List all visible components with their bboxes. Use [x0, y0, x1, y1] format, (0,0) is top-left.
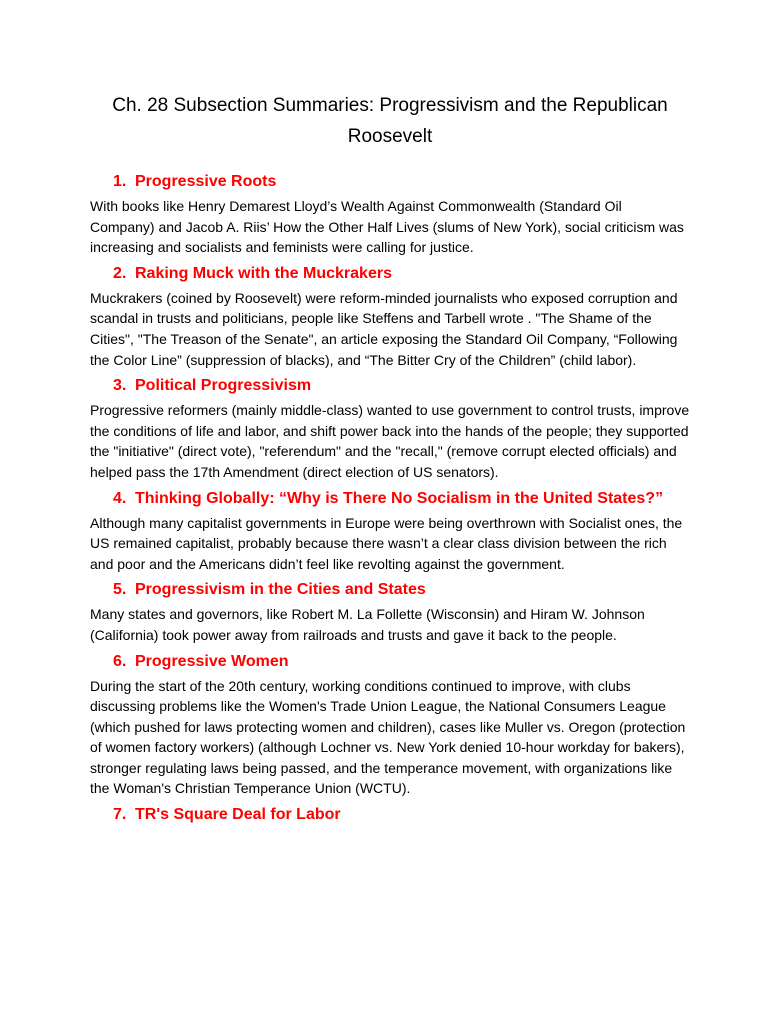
- section-heading: [113, 650, 690, 673]
- section-body: Many states and governors, like Robert M. La Follette (Wisconsin) and Hiram W. Johnson (California) took power away from railroads and trusts and gave it back to the people.: [90, 606, 645, 643]
- section-body: During the start of the 20th century, working conditions continued to improve, with clubs discussing problems like the Women's Trade Union League, the National Consumers League (which pushed for laws protecting women and children), cases like Muller vs. Oregon (protection of women factory workers) (although Lochner vs. New York denied 10-hour workday for bakers), stronger regulating laws being passed, and the temperance movement, with organizations like the Woman's Christian Temperance Union (WCTU).: [90, 677, 686, 797]
- section-title: Progressivism in the Cities and States: [135, 581, 426, 599]
- section-title: Progressive Roots: [135, 173, 277, 190]
- section-progressive-women: [90, 650, 690, 800]
- document-title: Ch. 28 Subsection Summaries: Progressivism and the Republican Roosevelt: [112, 95, 668, 147]
- section-progressive-roots: [90, 170, 690, 258]
- section-body: Although many capitalist governments in Europe were being overthrown with Socialist ones, the US remained capitalist, probably because there wasn’t a clear class division between the rich and poor and the Americans didn’t feel like revolting against the government.: [90, 514, 683, 572]
- section-political-progressivism: [90, 374, 690, 482]
- section-number: 2.: [113, 264, 127, 282]
- section-number: 4.: [113, 489, 127, 507]
- section-heading: [113, 487, 690, 510]
- section-title: Thinking Globally: “Why is There No Socialism in the United States?”: [135, 489, 664, 507]
- section-thinking-globally: [90, 487, 690, 575]
- section-heading: [113, 374, 690, 397]
- section-title: Political Progressivism: [135, 377, 312, 395]
- section-square-deal: [90, 803, 690, 826]
- section-cities-and-states: [90, 578, 690, 645]
- section-heading: [113, 578, 690, 601]
- section-title: Progressive Women: [135, 652, 289, 670]
- section-muckrakers: [90, 262, 690, 370]
- section-body: Muckrakers (coined by Roosevelt) were reform-minded journalists who exposed corruption and scandal in trusts and politicians, people like Steffens and Tarbell wrote . "The Shame of the Cities", "The Treason of the Senate", an article exposing the Standard Oil Company, “Following the Color Line” (suppression of blacks), and “The Bitter Cry of the Children” (child labor).: [90, 289, 678, 368]
- section-number: 5.: [113, 581, 127, 599]
- section-heading: [113, 170, 690, 193]
- section-body: With books like Henry Demarest Lloyd’s Wealth Against Commonwealth (Standard Oil Company) and Jacob A. Riis’ How the Other Half Lives (slums of New York), social criticism was increasing and socialists and feminists were calling for justice.: [90, 198, 684, 256]
- section-title: TR's Square Deal for Labor: [135, 806, 341, 824]
- section-heading: [113, 803, 690, 826]
- section-title: Raking Muck with the Muckrakers: [135, 264, 392, 282]
- section-number: 7.: [113, 806, 127, 824]
- section-number: 6.: [113, 652, 127, 670]
- section-number: 1.: [113, 173, 127, 190]
- section-heading: [113, 262, 690, 285]
- section-body: Progressive reformers (mainly middle-class) wanted to use government to control trusts, improve the conditions of life and labor, and shift power back into the hands of the people; they supported the "initiative" (direct vote), "referendum" and the "recall," (remove corrupt elected officials) and helped pass the 17th Amendment (direct election of US senators).: [90, 402, 690, 480]
- section-number: 3.: [113, 377, 127, 395]
